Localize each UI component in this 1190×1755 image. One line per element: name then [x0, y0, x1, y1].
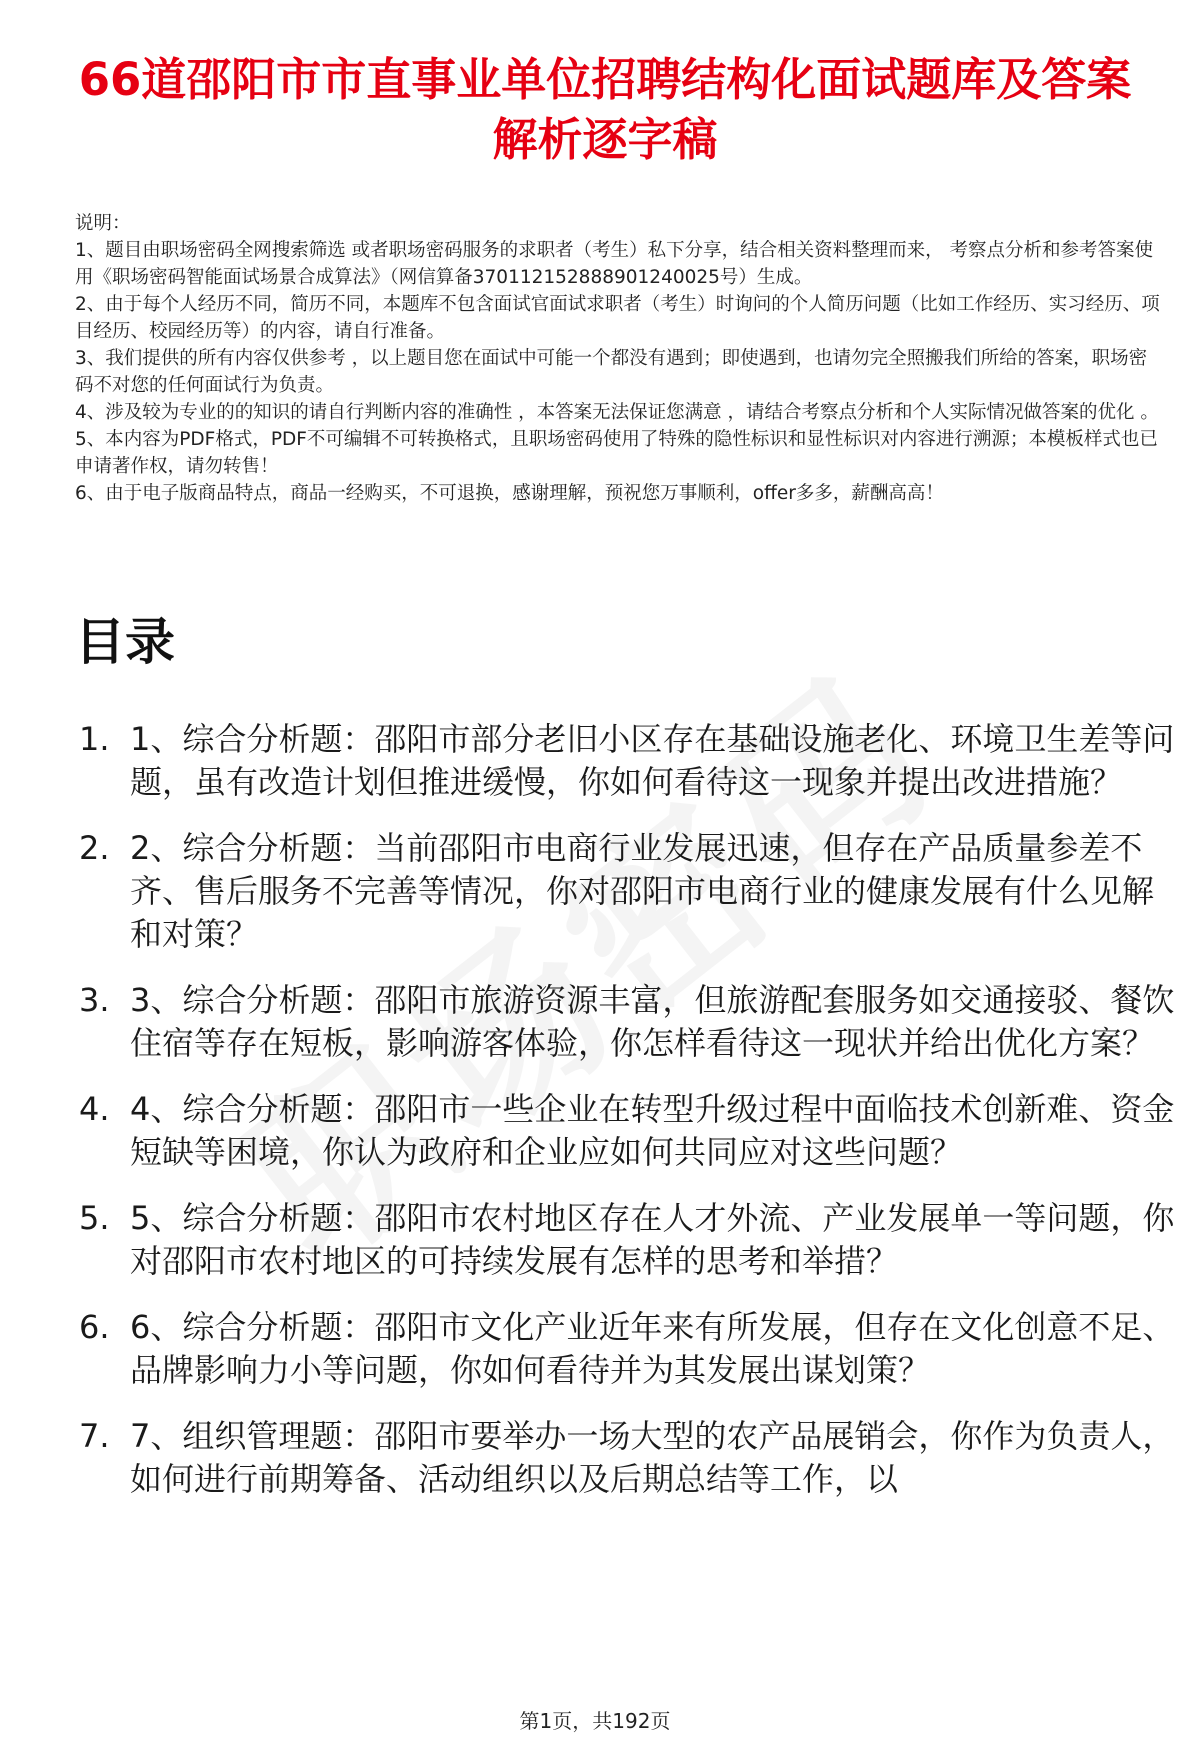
- toc-item-number: 6.: [79, 1308, 110, 1346]
- toc-item-text[interactable]: 1、综合分析题：邵阳市部分老旧小区存在基础设施老化、环境卫生差等问题，虽有改造计划但推进缓慢，你如何看待这一现象并提出改进措施？: [130, 720, 1175, 801]
- toc-item-number: 3.: [79, 981, 110, 1019]
- note-item: 1、题目由职场密码全网搜索筛选 或者职场密码服务的求职者（考生）私下分享，结合相关资料整理而来， 考察点分析和参考答案使用《职场密码智能面试场景合成算法》（网信算备370112152888901240025号）生成。: [75, 240, 1154, 288]
- toc-item-number: 2.: [79, 829, 110, 867]
- toc-item-text[interactable]: 4、综合分析题：邵阳市一些企业在转型升级过程中面临技术创新难、资金短缺等困境，你认为政府和企业应如何共同应对这些问题？: [130, 1090, 1175, 1171]
- note-item: 6、由于电子版商品特点，商品一经购买，不可退换，感谢理解，预祝您万事顺利，offer多多，薪酬高高！: [75, 483, 944, 504]
- note-item: 2、由于每个人经历不同，简历不同，本题库不包含面试官面试求职者（考生）时询问的个人简历问题（比如工作经历、实习经历、项目经历、校园经历等）的内容，请自行准备。: [75, 294, 1160, 342]
- toc-item[interactable]: [75, 1306, 1175, 1392]
- toc-item-text[interactable]: 6、综合分析题：邵阳市文化产业近年来有所发展，但存在文化创意不足、品牌影响力小等问题，你如何看待并为其发展出谋划策？: [130, 1308, 1175, 1389]
- toc-item[interactable]: [75, 1088, 1175, 1174]
- toc-item-text[interactable]: 3、综合分析题：邵阳市旅游资源丰富，但旅游配套服务如交通接驳、餐饮住宿等存在短板，影响游客体验，你怎样看待这一现状并给出优化方案？: [130, 981, 1175, 1062]
- disclaimer-notes: [75, 210, 1165, 507]
- toc-item[interactable]: [75, 718, 1175, 804]
- note-item: 5、本内容为PDF格式，PDF不可编辑不可转换格式，且职场密码使用了特殊的隐性标识和显性标识对内容进行溯源；本模板样式也已申请著作权，请勿转售！: [75, 429, 1158, 477]
- toc-item-number: 5.: [79, 1199, 110, 1237]
- note-item: 3、我们提供的所有内容仅供参考 ，以上题目您在面试中可能一个都没有遇到；即使遇到，也请勿完全照搬我们所给的答案，职场密码不对您的任何面试行为负责。: [75, 348, 1148, 396]
- document-title: 66道邵阳市市直事业单位招聘结构化面试题库及答案解析逐字稿: [78, 53, 1132, 166]
- toc-item-number: 7.: [79, 1417, 110, 1455]
- page-footer: 第1页，共192页: [519, 1709, 671, 1733]
- toc-item[interactable]: [75, 1197, 1175, 1283]
- note-item: 4、涉及较为专业的的知识的请自行判断内容的准确性 ，本答案无法保证您满意 ，请结合考察点分析和个人实际情况做答案的优化 。: [75, 402, 1159, 423]
- toc-item-text[interactable]: 2、综合分析题：当前邵阳市电商行业发展迅速，但存在产品质量参差不齐、售后服务不完善等情况，你对邵阳市电商行业的健康发展有什么见解和对策？: [130, 829, 1155, 953]
- toc-item-text[interactable]: 7、组织管理题：邵阳市要举办一场大型的农产品展销会，你作为负责人，如何进行前期筹备、活动组织以及后期总结等工作，以: [130, 1417, 1175, 1498]
- table-of-contents: [75, 718, 1175, 1524]
- toc-heading: 目录: [75, 613, 175, 671]
- toc-item-number: 1.: [79, 720, 110, 758]
- toc-item[interactable]: [75, 979, 1175, 1065]
- toc-item[interactable]: [75, 1415, 1175, 1501]
- toc-item[interactable]: [75, 827, 1175, 956]
- toc-item-text[interactable]: 5、综合分析题：邵阳市农村地区存在人才外流、产业发展单一等问题，你对邵阳市农村地区的可持续发展有怎样的思考和举措？: [130, 1199, 1175, 1280]
- toc-item-number: 4.: [79, 1090, 110, 1128]
- notes-heading: 说明：: [75, 213, 131, 234]
